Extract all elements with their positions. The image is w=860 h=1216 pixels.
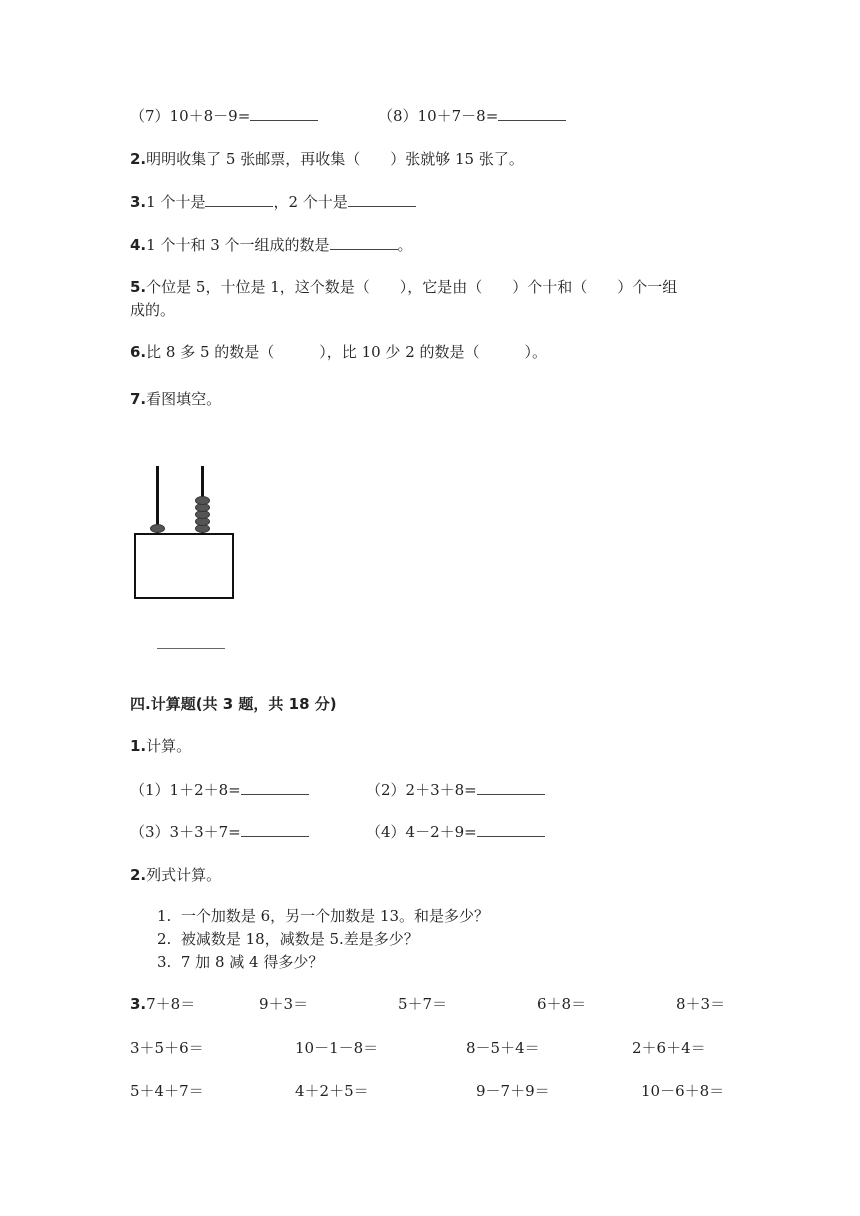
calc-item-text: （3）3＋3＋7= <box>130 823 241 841</box>
calc-item-text: （1）1＋2＋8= <box>130 781 241 799</box>
question-text: 个位是 5，十位是 1，这个数是（ ），它是由（ ）个十和（ ）个一组 <box>146 278 678 296</box>
list-item-text: 7 加 8 减 4 得多少？ <box>180 953 324 971</box>
oral-calc-item: 2＋6＋4＝ <box>632 1039 706 1057</box>
calc-item-1 <box>130 780 309 800</box>
question-text: 列式计算。 <box>146 866 222 884</box>
question-number: 2. <box>130 866 147 884</box>
abacus-bead <box>195 496 210 505</box>
problem-8-text: （8）10＋7－8= <box>378 107 499 125</box>
oral-calc-item: 3＋5＋6＝ <box>130 1039 204 1057</box>
list-marker: 2. <box>157 930 172 948</box>
calc-question-3 <box>130 994 195 1014</box>
question-7 <box>130 389 221 409</box>
question-number: 3. <box>130 995 147 1013</box>
problem-8 <box>378 106 566 126</box>
answer-blank[interactable] <box>250 106 318 121</box>
answer-blank[interactable] <box>241 780 309 795</box>
calc-item-4 <box>366 822 545 842</box>
calc-question-2 <box>130 865 221 885</box>
oral-calc-item: 5＋4＋7＝ <box>130 1082 204 1100</box>
question-number: 1. <box>130 737 147 755</box>
list-item <box>157 906 489 926</box>
answer-blank[interactable] <box>330 235 398 250</box>
oral-calc-item: 7＋8＝ <box>146 995 196 1013</box>
answer-blank[interactable] <box>241 822 309 837</box>
answer-blank[interactable] <box>498 106 566 121</box>
question-number: 5. <box>130 278 147 296</box>
question-number: 2. <box>130 150 147 168</box>
answer-blank[interactable] <box>477 822 545 837</box>
calc-item-3 <box>130 822 309 842</box>
answer-blank[interactable] <box>157 648 225 649</box>
question-text: 计算。 <box>146 737 192 755</box>
question-text: 。 <box>397 236 413 254</box>
question-5 <box>130 277 677 297</box>
oral-calc-item: 5＋7＝ <box>398 995 448 1013</box>
oral-calc-item: 8－5＋4＝ <box>466 1039 540 1057</box>
question-text: 明明收集了 5 张邮票，再收集（ ）张就够 15 张了。 <box>146 150 524 168</box>
answer-blank[interactable] <box>477 780 545 795</box>
question-text: 1 个十和 3 个一组成的数是 <box>146 236 330 254</box>
list-item-text: 一个加数是 6，另一个加数是 13。和是多少？ <box>180 907 490 925</box>
abacus-frame <box>134 533 234 599</box>
question-number: 4. <box>130 236 147 254</box>
oral-calc-item: 10－1－8＝ <box>295 1039 379 1057</box>
oral-calc-item: 9－7＋9＝ <box>476 1082 550 1100</box>
question-text: 1 个十是 <box>146 193 206 211</box>
abacus-figure <box>130 460 240 605</box>
question-2 <box>130 149 524 169</box>
question-text: 成的。 <box>130 301 176 319</box>
question-5-continued <box>130 300 175 320</box>
calc-item-text: （4）4－2＋9= <box>366 823 477 841</box>
question-number: 6. <box>130 343 147 361</box>
problem-7-text: （7）10＋8－9= <box>130 107 251 125</box>
oral-calc-item: 6＋8＝ <box>537 995 587 1013</box>
problem-7 <box>130 106 318 126</box>
oral-calc-item: 4＋2＋5＝ <box>295 1082 369 1100</box>
calc-item-2 <box>366 780 545 800</box>
list-marker: 3. <box>157 953 172 971</box>
oral-calc-item: 9＋3＝ <box>259 995 309 1013</box>
question-number: 7. <box>130 390 147 408</box>
question-text: 比 8 多 5 的数是（ ），比 10 少 2 的数是（ ）。 <box>146 343 548 361</box>
question-number: 3. <box>130 193 147 211</box>
list-item-text: 被减数是 18，减数是 5.差是多少？ <box>180 930 419 948</box>
abacus-bead <box>150 524 165 533</box>
list-item <box>157 952 323 972</box>
oral-calc-item: 8＋3＝ <box>676 995 726 1013</box>
list-item <box>157 929 419 949</box>
question-6 <box>130 342 547 362</box>
question-text: 看图填空。 <box>146 390 222 408</box>
question-4 <box>130 235 413 255</box>
oral-calc-item: 10－6＋8＝ <box>641 1082 725 1100</box>
question-text: ，2 个十是 <box>273 193 348 211</box>
section-title: 四.计算题(共 3 题，共 18 分) <box>130 695 337 713</box>
list-marker: 1. <box>157 907 172 925</box>
answer-blank[interactable] <box>205 192 273 207</box>
question-3 <box>130 192 416 212</box>
calc-question-1 <box>130 736 191 756</box>
calc-item-text: （2）2＋3＋8= <box>366 781 477 799</box>
answer-blank[interactable] <box>348 192 416 207</box>
